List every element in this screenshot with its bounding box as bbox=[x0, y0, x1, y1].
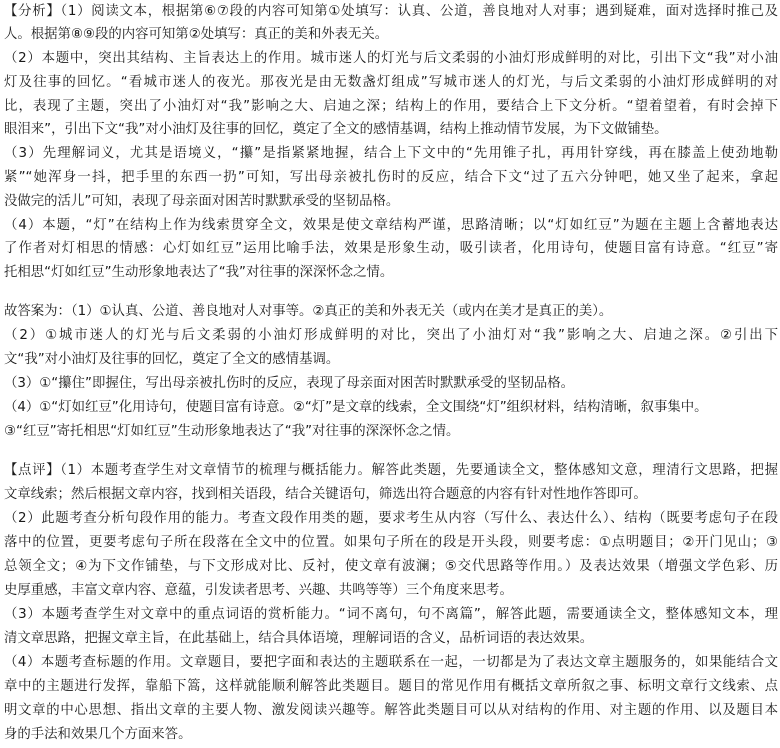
analysis-line: 【分析】（1）阅读文本，根据第⑥⑦段的内容可知第①处填写：认真、公道，善良地对人对事；遇到疑难，面对选择时推己及 bbox=[4, 4, 778, 19]
analysis-line: 人。根据第⑧⑨段的内容可知第②处填写：真正的美和外表无关。 bbox=[4, 27, 389, 42]
comment-line: 章中的主题进行发挥，靠船下篙，这样就能顺利解答此类题目。题目的常见作用有概括文章所叙之事、标明文章行文线索、点 bbox=[4, 679, 778, 694]
answer-line: （3）①“攥住”即握住，写出母亲被扎伤时的反应，表现了母亲面对困苦时默默承受的坚韧品格。 bbox=[4, 376, 575, 391]
analysis-line: （3）先理解词义，尤其是语境义，“攥”是指紧紧地握，结合上下文中的“先用锥子扎，再用针穿线，再在膝盖上使劲地勒 bbox=[4, 146, 778, 161]
comment-line: 清文章思路，把握文章主旨，在此基础上，结合具体语境，理解词语的含义，品析词语的表达效果。 bbox=[4, 631, 594, 646]
comment-line: 文章线索；然后根据文章内容，找到相关语段，结合关键语句，筛选出符合题意的内容有针对性地作答即可。 bbox=[4, 487, 647, 502]
analysis-line: 没做完的活儿”可知，表现了母亲面对困苦时默默承受的坚韧品格。 bbox=[4, 194, 400, 209]
comment-line: 史厚重感，丰富文章内容、意蕴，引发读者思考、兴趣、共鸣等等）三个角度来思考。 bbox=[4, 583, 513, 598]
comment-line: （4）本题考查标题的作用。文章题目，要把字面和表达的主题联系在一起，一切都是为了表达文章主题服务的，如果能结合文 bbox=[4, 655, 778, 670]
analysis-line: 紧”“她浑身一抖，把手里的东西一扔”可知，写出母亲被扎伤时的反应，结合下文“过了五六分钟吧，她又坐了起来，拿起 bbox=[4, 170, 778, 185]
answer-line: （4）①“灯如红豆”化用诗句，使题目富有诗意。②“灯”是文章的线索，全文围绕“灯”组织材料，结构清晰，叙事集中。 bbox=[4, 400, 708, 415]
analysis-line: 比，表现了主题，突出了小油灯对“我”影响之大、启迪之深；结构上的作用，要结合上下文分析。“望着望着，有时会掉下 bbox=[4, 99, 778, 114]
analysis-line: 眼泪来”，引出下文“我”对小油灯及往事的回忆，奠定了全文的感情基调，结构上推动情节发展，为下文做铺垫。 bbox=[4, 122, 668, 137]
comment-line: 身的手法和效果几个方面来答。 bbox=[4, 727, 192, 742]
answer-line: ③“红豆”寄托相思“灯如红豆”生动形象地表达了“我”对往事的深深怀念之情。 bbox=[4, 424, 460, 439]
comment-line: 落中的位置，更要考虑句子所在段落在全文中的位置。如果句子所在的段是开头段，则要考虑：①点明题目；②开门见山；③ bbox=[4, 535, 778, 550]
answer-line: （2）①城市迷人的灯光与后文柔弱的小油灯形成鲜明的对比，突出了小油灯对“我”影响之大、启迪之深。②引出下 bbox=[4, 328, 778, 343]
comment-line: 明文章的中心思想、指出文章的主要人物、激发阅读兴趣等。解答此类题目可以从对结构的作用、对主题的作用、以及题目本 bbox=[4, 703, 778, 718]
analysis-line: （2）本题中，突出其结构、主旨表达上的作用。城市迷人的灯光与后文柔弱的小油灯形成鲜明的对比，引出下文“我”对小油 bbox=[4, 51, 778, 66]
analysis-line: （4）本题，“灯”在结构上作为线索贯穿全文，效果是使文章结构严谨，思路清晰；以“灯如红豆”为题在主题上含蓄地表达 bbox=[4, 218, 778, 233]
analysis-line: 了作者对灯相思的情感：心灯如红豆”运用比喻手法，效果是形象生动，吸引读者，化用诗句，使题目富有诗意。“红豆”寄 bbox=[4, 241, 778, 256]
answer-line: 故答案为：（1）①认真、公道、善良地对人对事等。②真正的美和外表无关（或内在美才是真正的美）。 bbox=[4, 304, 613, 319]
analysis-line: 托相思“灯如红豆”生动形象地表达了“我”对往事的深深怀念之情。 bbox=[4, 265, 394, 280]
answer-line: 文“我”对小油灯及往事的回忆，奠定了全文的感情基调。 bbox=[4, 352, 340, 367]
comment-line: 【点评】（1）本题考查学生对文章情节的梳理与概括能力。解答此类题，先要通读全文，整体感知文意，理清行文思路，把握 bbox=[4, 463, 778, 478]
comment-line: （2）此题考查分析句段作用的能力。考查文段作用类的题，要求考生从内容（写什么、表达什么）、结构（既要考虑句子在段 bbox=[4, 511, 778, 526]
analysis-line: 灯及往事的回忆。“看城市迷人的夜光。那夜光是由无数盏灯组成”写城市迷人的灯光，与后文柔弱的小油灯形成鲜明的对 bbox=[4, 75, 778, 90]
comment-line: （3）本题考查学生对文章中的重点词语的赏析能力。“词不离句，句不离篇”，解答此题，需要通读全文，整体感知文本，理 bbox=[4, 607, 778, 622]
comment-line: 总领全文；④为下文作铺垫，与下文形成对比、反衬，使文章有波澜；⑤交代思路等作用。）及表达效果（增强文学色彩、历 bbox=[4, 559, 778, 574]
